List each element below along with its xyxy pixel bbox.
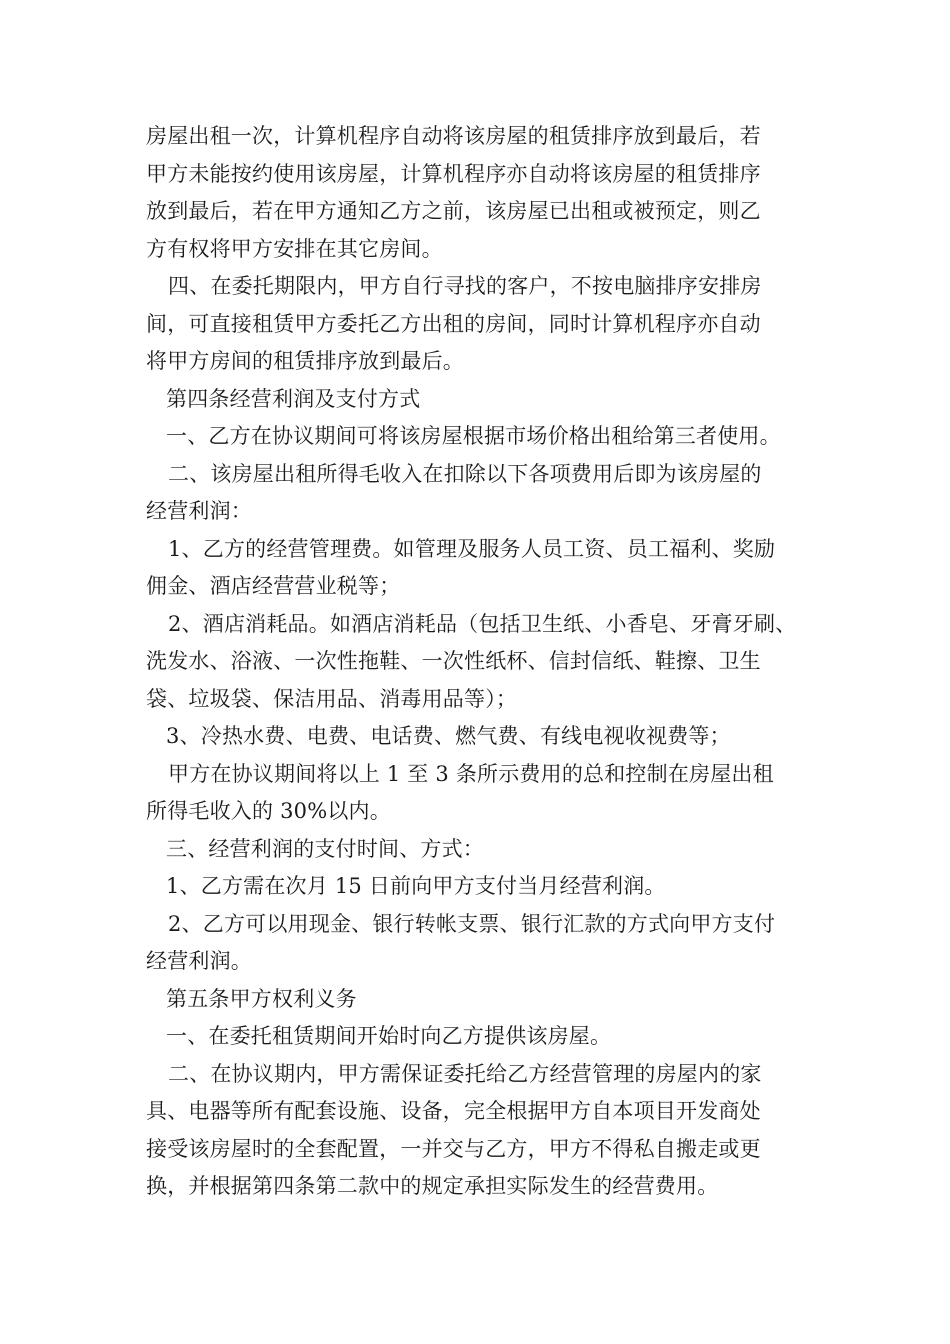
text-line: 一、乙方在协议期间可将该房屋根据市场价格出租给第三者使用。 bbox=[166, 424, 781, 448]
section-heading: 第四条经营利润及支付方式 bbox=[166, 386, 421, 411]
text-line: 1、乙方需在次月 15 日前向甲方支付当月经营利润。 bbox=[166, 874, 666, 898]
text-line: 二、在协议期内，甲方需保证委托给乙方经营管理的房屋内的家 bbox=[168, 1061, 762, 1086]
text-line: 3、冷热水费、电费、电话费、燃气费、有线电视收视费等； bbox=[166, 724, 731, 748]
text-line: 2、乙方可以用现金、银行转帐支票、银行汇款的方式向甲方支付 bbox=[168, 911, 776, 936]
text-line: 二、该房屋出租所得毛收入在扣除以下各项费用后即为该房屋的 bbox=[168, 461, 762, 486]
text-line: 2、酒店消耗品。如酒店消耗品（包括卫生纸、小香皂、牙膏牙刷、 bbox=[168, 611, 797, 636]
text-line: 房屋出租一次，计算机程序自动将该房屋的租赁排序放到最后，若 bbox=[146, 124, 761, 148]
text-line: 经营利润。 bbox=[146, 949, 252, 973]
document-page bbox=[146, 118, 826, 1206]
text-line: 一、在委托租赁期间开始时向乙方提供该房屋。 bbox=[166, 1024, 612, 1048]
text-line: 1、乙方的经营管理费。如管理及服务人员工资、员工福利、奖励 bbox=[168, 536, 776, 561]
text-line: 经营利润： bbox=[146, 499, 252, 523]
text-line: 四、在委托期限内，甲方自行寻找的客户，不按电脑排序安排房 bbox=[168, 274, 762, 298]
text-line: 袋、垃圾袋、保洁用品、消毒用品等）； bbox=[146, 686, 518, 711]
section-heading: 第五条甲方权利义务 bbox=[166, 986, 357, 1011]
text-line: 所得毛收入的 30%以内。 bbox=[146, 799, 391, 823]
text-line: 具、电器等所有配套设施、设备，完全根据甲方自本项目开发商处 bbox=[146, 1099, 761, 1123]
text-line: 将甲方房间的租赁排序放到最后。 bbox=[146, 349, 464, 373]
text-line: 接受该房屋时的全套配置，一并交与乙方，甲方不得私自搬走或更 bbox=[146, 1136, 761, 1161]
text-line: 甲方在协议期间将以上 1 至 3 条所示费用的总和控制在房屋出租 bbox=[168, 761, 774, 786]
text-line: 洗发水、浴液、一次性拖鞋、一次性纸杯、信封信纸、鞋擦、卫生 bbox=[146, 649, 761, 673]
text-line: 三、经营利润的支付时间、方式： bbox=[166, 836, 484, 861]
text-line: 佣金、酒店经营营业税等； bbox=[146, 574, 401, 598]
text-line: 放到最后，若在甲方通知乙方之前，该房屋已出租或被预定，则乙 bbox=[146, 199, 761, 223]
text-line: 方有权将甲方安排在其它房间。 bbox=[146, 236, 443, 261]
text-line: 甲方未能按约使用该房屋，计算机程序亦自动将该房屋的租赁排序 bbox=[146, 161, 761, 186]
text-line: 间，可直接租赁甲方委托乙方出租的房间，同时计算机程序亦自动 bbox=[146, 311, 761, 336]
text-line: 换，并根据第四条第二款中的规定承担实际发生的经营费用。 bbox=[146, 1174, 719, 1198]
